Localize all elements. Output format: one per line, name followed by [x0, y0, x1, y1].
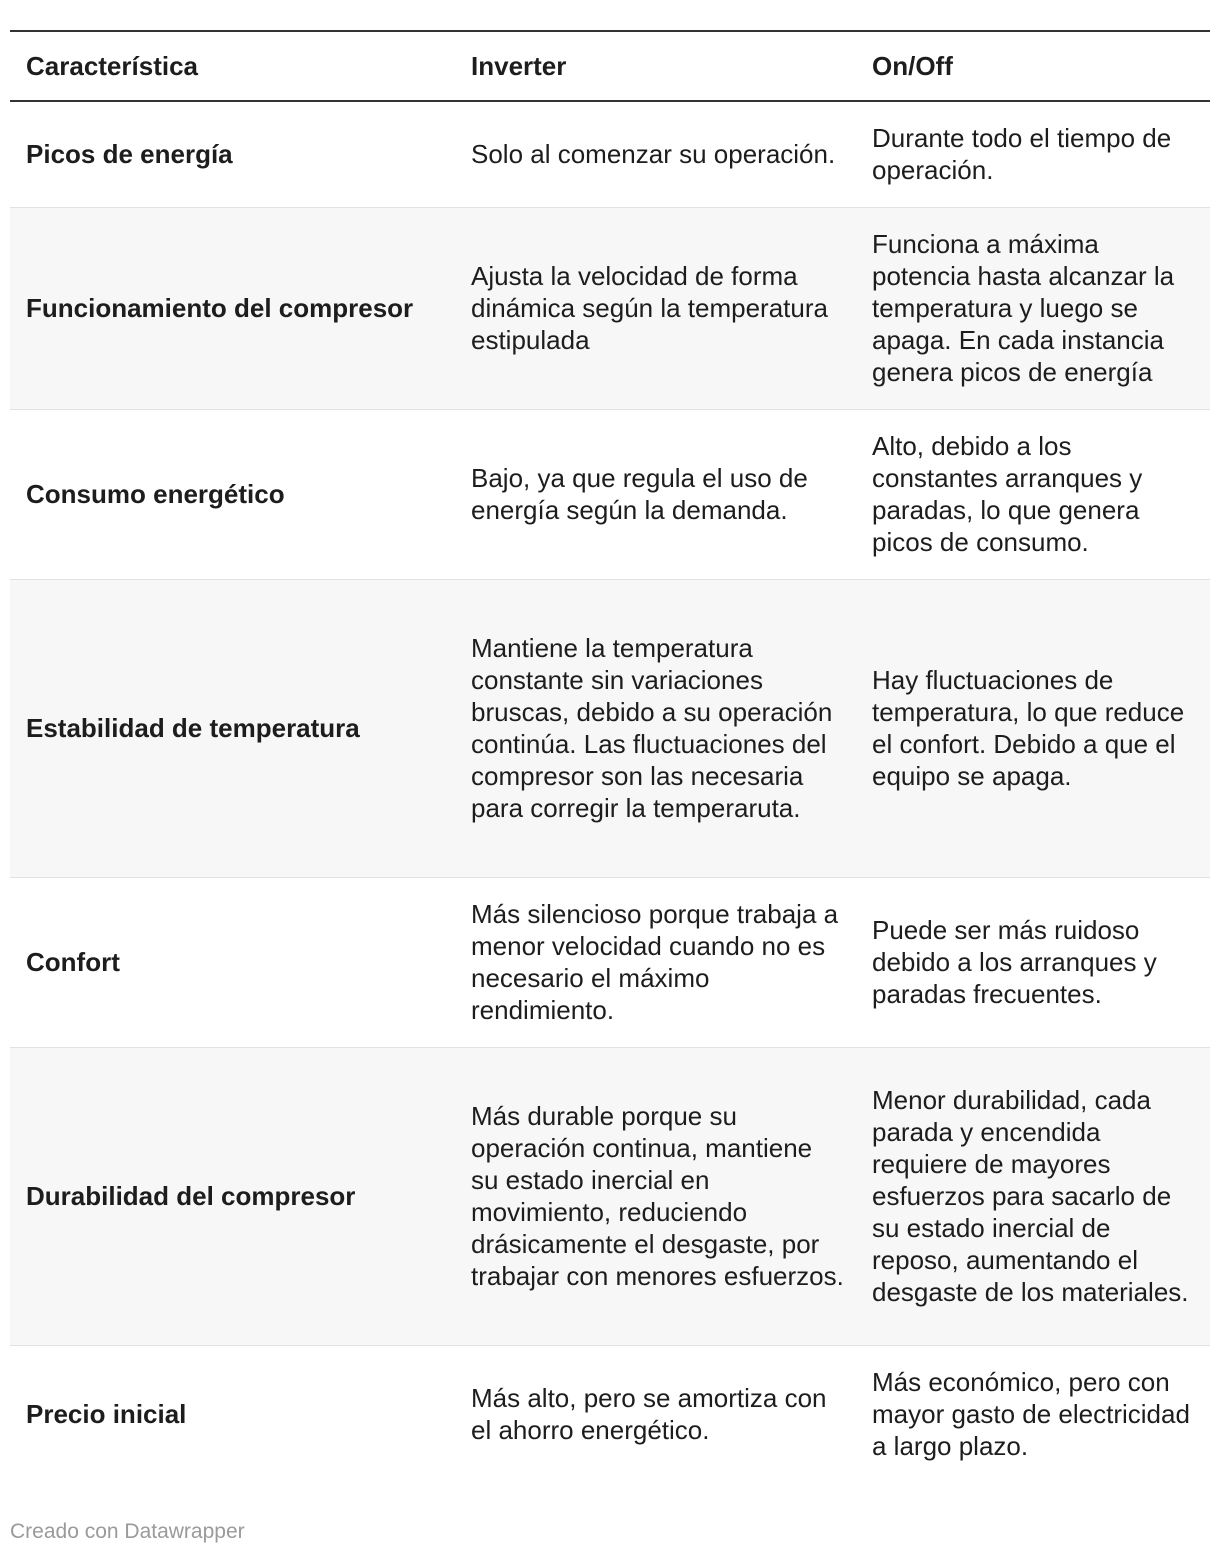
onoff-cell: Más económico, pero con mayor gasto de electricidad a largo plazo.: [872, 1367, 1190, 1462]
feature-cell: Consumo energético: [26, 479, 285, 509]
feature-cell: Confort: [26, 947, 120, 977]
comparison-table-container: [10, 30, 1210, 1483]
inverter-cell: Mantiene la temperatura constante sin variaciones bruscas, debido a su operación continúa. Las fluctuaciones del compresor son las necesaria para corregir la temperaruta.: [471, 633, 833, 823]
table-row: [10, 207, 1210, 409]
table-row: [10, 1047, 1210, 1345]
header-onoff[interactable]: On/Off: [872, 51, 953, 81]
onoff-cell: Alto, debido a los constantes arranques y paradas, lo que genera picos de consumo.: [872, 431, 1143, 557]
feature-cell: Picos de energía: [26, 139, 233, 170]
feature-cell: Durabilidad del compresor: [26, 1181, 356, 1211]
inverter-cell: Bajo, ya que regula el uso de energía según la demanda.: [471, 463, 808, 525]
inverter-cell: Más alto, pero se amortiza con el ahorro energético.: [471, 1383, 827, 1446]
feature-cell: Funcionamiento del compresor: [26, 293, 414, 323]
onoff-cell: Hay fluctuaciones de temperatura, lo que reduce el confort. Debido a que el equipo se apaga.: [872, 665, 1185, 791]
feature-cell: Precio inicial: [26, 1399, 187, 1430]
table-row: [10, 877, 1210, 1047]
table-row: [10, 579, 1210, 877]
table-row: [10, 1345, 1210, 1483]
header-caracteristica[interactable]: Característica: [26, 51, 198, 81]
table-row: [10, 101, 1210, 207]
feature-cell: Estabilidad de temperatura: [26, 713, 360, 743]
table-body: [10, 101, 1210, 1483]
header-row: [10, 31, 1210, 101]
header-inverter[interactable]: Inverter: [471, 51, 567, 81]
comparison-table: [10, 30, 1210, 1483]
table-header: [10, 31, 1210, 101]
datawrapper-credit[interactable]: Creado con Datawrapper: [10, 1520, 245, 1543]
inverter-cell: Más durable porque su operación continua, mantiene su estado inercial en movimiento, reduciendo drásicamente el desgaste, por trabajar con menores esfuerzos.: [471, 1101, 844, 1291]
inverter-cell: Ajusta la velocidad de forma dinámica según la temperatura estipulada: [471, 261, 828, 355]
onoff-cell: Durante todo el tiempo de operación.: [872, 123, 1172, 186]
onoff-cell: Menor durabilidad, cada parada y encendida requiere de mayores esfuerzos para sacarlo de su estado inercial de reposo, aumentando el desgaste de los materiales.: [872, 1085, 1189, 1307]
onoff-cell: Funciona a máxima potencia hasta alcanzar la temperatura y luego se apaga. En cada instancia genera picos de energía: [872, 229, 1175, 387]
inverter-cell: Más silencioso porque trabaja a menor velocidad cuando no es necesario el máximo rendimiento.: [471, 899, 839, 1025]
table-row: [10, 409, 1210, 579]
inverter-cell: Solo al comenzar su operación.: [471, 139, 836, 170]
onoff-cell: Puede ser más ruidoso debido a los arranques y paradas frecuentes.: [872, 915, 1157, 1009]
